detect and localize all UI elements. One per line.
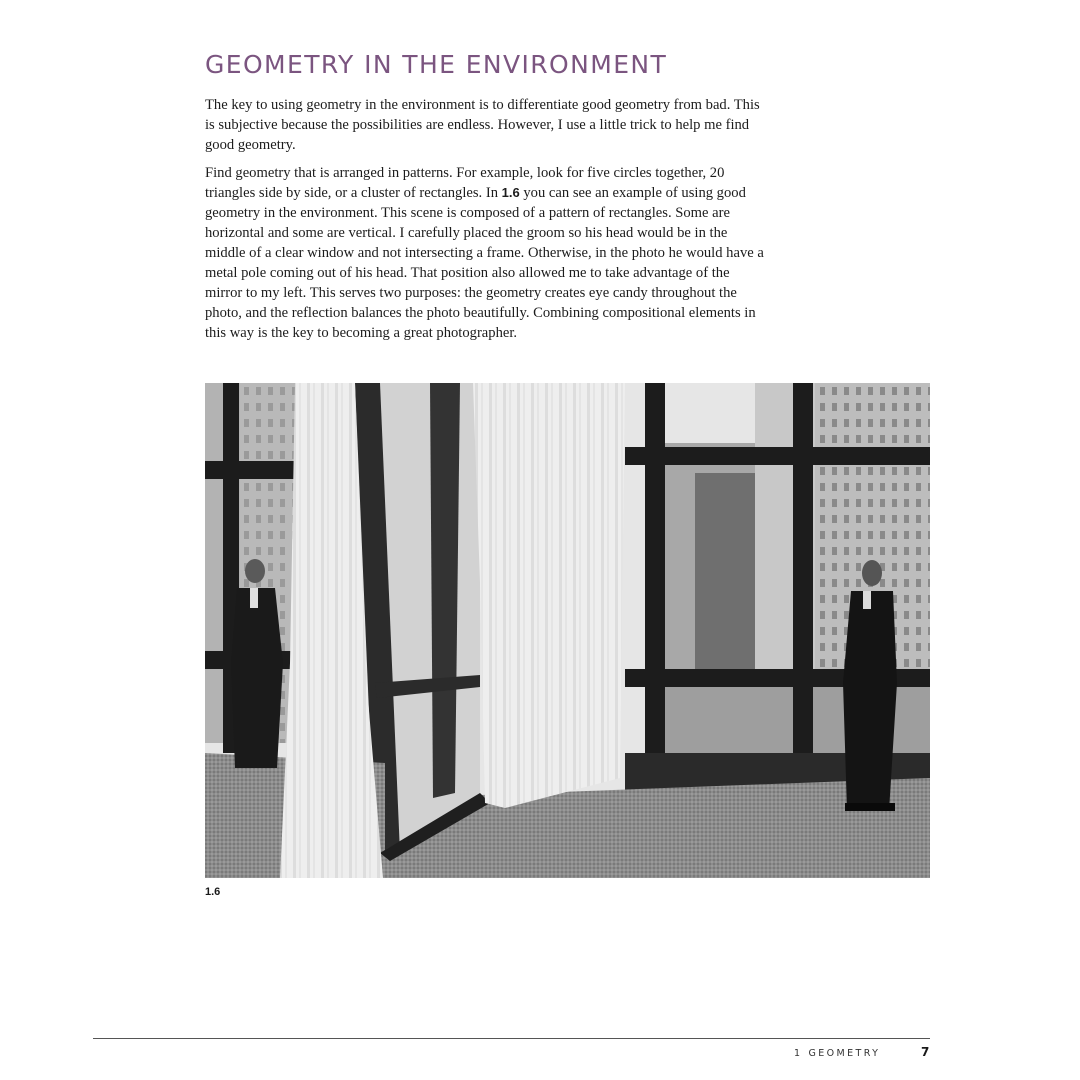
page-heading: GEOMETRY IN THE ENVIRONMENT xyxy=(205,50,668,79)
footer-page-number: 7 xyxy=(921,1045,930,1059)
footer-chapter-title: GEOMETRY xyxy=(808,1048,881,1059)
paragraph-example-text-1: Find geometry that is arranged in patterns. For example, look for five circles together, 20 triangles side by side, or a cluster of rectangles. In xyxy=(205,165,725,201)
figure-caption: 1.6 xyxy=(205,886,221,898)
paragraph-example xyxy=(205,163,765,343)
footer-rule xyxy=(93,1038,930,1039)
figure-reference: 1.6 xyxy=(501,185,520,200)
footer-chapter xyxy=(794,1048,886,1059)
paragraph-intro: The key to using geometry in the environment is to differentiate good geometry from bad. This is subjective because the possibilities are endless. However, I use a little trick to help me find good geometry. xyxy=(205,97,760,153)
figure-photo xyxy=(205,383,930,878)
paragraph-example-text-2: you can see an example of using good geometry in the environment. This scene is composed of a pattern of rectangles. Some are horizontal and some are vertical. I carefully placed the groom so his head would be in the middle of a clear window and not intersecting a frame. Otherwise, in the photo he would have a metal pole coming out of his head. That position also allowed me to take advantage of the mirror to my left. This serves two purposes: the geometry creates eye candy throughout the photo, and the reflection balances the photo beautifully. Combining compositional elements in this way is the key to becoming a great photographer. xyxy=(205,185,764,341)
footer-chapter-number: 1 xyxy=(794,1048,803,1059)
